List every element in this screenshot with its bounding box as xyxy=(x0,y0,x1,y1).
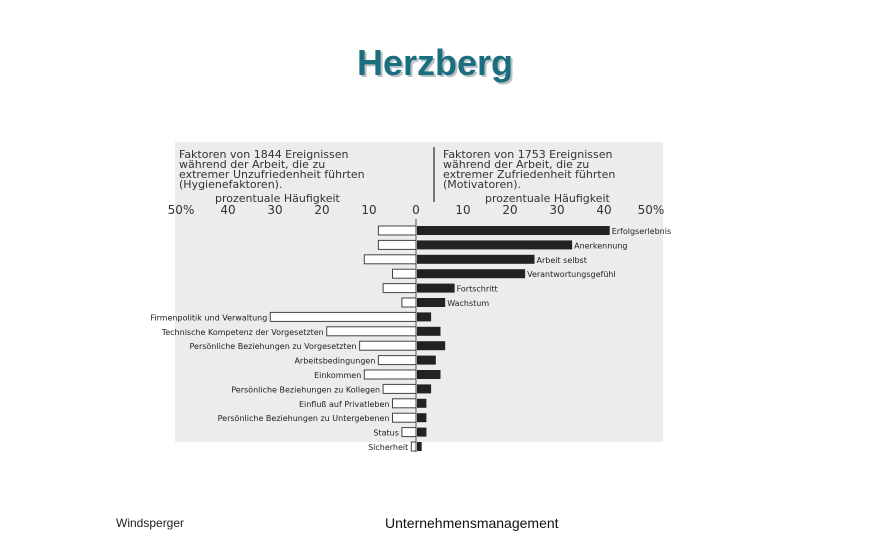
hygiene-bar xyxy=(364,255,416,264)
right-chart-header: Faktoren von 1753 Ereignissen während der Arbeit, die zu extremer Zufriedenheit führten (Motivatoren). xyxy=(443,148,616,191)
motivator-bar xyxy=(417,428,426,437)
hygiene-bar xyxy=(393,399,417,408)
left-tick-label: 20 xyxy=(314,203,330,217)
motivator-bar xyxy=(417,255,535,264)
category-label: Erfolgserlebnis xyxy=(611,227,672,236)
category-label: Persönliche Beziehungen zu Vorgesetzten xyxy=(189,342,357,352)
hygiene-bar xyxy=(411,442,416,451)
motivator-bar xyxy=(417,370,441,379)
category-label: Wachstum xyxy=(447,299,490,308)
left-axis-label: prozentuale Häufigkeit xyxy=(215,192,340,205)
category-label: Arbeit selbst xyxy=(536,255,587,265)
left-tick-label: 10 xyxy=(361,203,377,217)
category-label: Technische Kompetenz der Vorgesetzten xyxy=(161,327,324,337)
left-chart-header: Faktoren von 1844 Ereignissen während der Arbeit, die zu extremer Unzufriedenheit führten (Hygienefaktoren). xyxy=(179,148,365,191)
right-tick-label: 30 xyxy=(549,203,565,217)
hygiene-bar xyxy=(270,312,416,321)
motivator-bar xyxy=(417,413,426,422)
motivator-bar xyxy=(417,384,431,393)
hygiene-bar xyxy=(383,384,416,393)
motivator-bar xyxy=(417,226,610,235)
hygiene-bar xyxy=(378,226,416,235)
right-tick-label: 10 xyxy=(455,203,471,217)
footer-author: Windsperger xyxy=(116,516,185,530)
category-label: Persönliche Beziehungen zu Kollegen xyxy=(231,385,381,395)
hygiene-bar xyxy=(364,370,416,379)
hygiene-bar xyxy=(360,341,416,350)
category-label: Fortschritt xyxy=(456,284,498,294)
category-label: Einkommen xyxy=(314,371,362,380)
motivator-bar xyxy=(417,312,431,321)
left-tick-label: 40 xyxy=(220,203,236,217)
motivator-bar xyxy=(417,298,445,307)
category-label: Arbeitsbedingungen xyxy=(294,356,376,366)
motivator-bar xyxy=(417,341,445,350)
category-label: Anerkennung xyxy=(574,241,628,251)
slide-title: Herzberg xyxy=(356,42,514,83)
motivator-bar xyxy=(417,356,436,365)
herzberg-chart xyxy=(150,142,672,452)
hygiene-bar xyxy=(402,428,416,437)
hygiene-bar xyxy=(383,284,416,293)
left-tick-label: 30 xyxy=(267,203,283,217)
right-tick-label: 50% xyxy=(637,203,665,217)
motivator-bar xyxy=(417,269,525,278)
category-label: Sicherheit xyxy=(368,443,409,452)
hygiene-bar xyxy=(393,269,417,278)
category-label: Einfluß auf Privatleben xyxy=(298,399,390,409)
hygiene-bar xyxy=(393,413,417,422)
motivator-bar xyxy=(417,327,441,336)
motivator-bar xyxy=(417,240,572,249)
category-label: Persönliche Beziehungen zu Untergebenen xyxy=(217,414,390,424)
motivator-bar xyxy=(417,442,422,451)
category-label: Firmenpolitik und Verwaltung xyxy=(150,313,268,323)
chart-plot xyxy=(150,142,672,452)
motivator-bar xyxy=(417,399,426,408)
left-tick-label: 50% xyxy=(167,203,195,217)
category-label: Status xyxy=(373,428,399,438)
hygiene-bar xyxy=(327,327,416,336)
category-label: Verantwortungsgefühl xyxy=(527,270,616,280)
motivator-bar xyxy=(417,284,455,293)
left-tick-label: 0 xyxy=(412,203,420,217)
right-tick-label: 20 xyxy=(502,203,518,217)
right-tick-label: 40 xyxy=(596,203,612,217)
hygiene-bar xyxy=(402,298,416,307)
right-axis-label: prozentuale Häufigkeit xyxy=(485,192,610,205)
hygiene-bar xyxy=(378,240,416,249)
hygiene-bar xyxy=(378,356,416,365)
footer-course-title: Unternehmensmanagement xyxy=(385,515,559,531)
